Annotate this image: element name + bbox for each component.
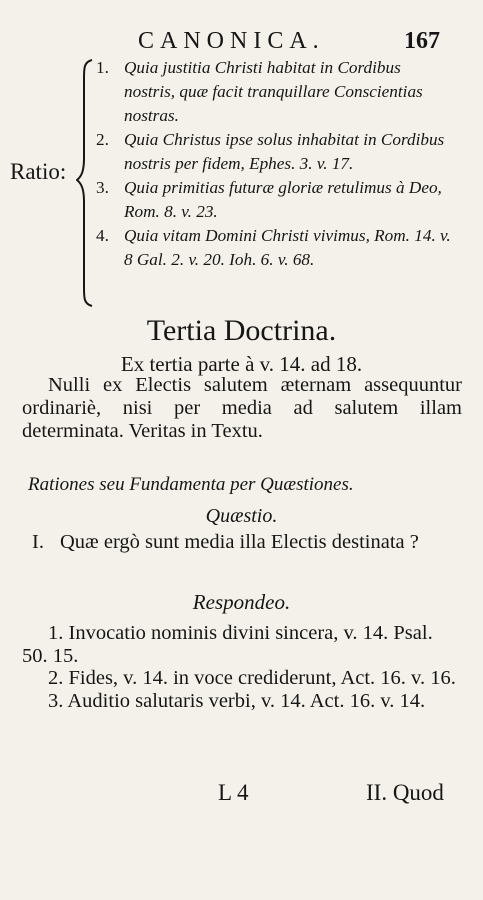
answers-list [22,622,460,712]
answer-item: 2. Fides, v. 14. in voce crediderunt, Act. 16. v. 16. [48,667,456,689]
question-number: I. [32,531,44,553]
reason-number: 4. [96,226,109,245]
section-subtitle: Ex tertia parte à v. 14. ad 18. [120,352,363,376]
answer-item: 1. Invocatio nominis divini sincera, v. 14. Psal. 50. 15. [22,622,433,667]
ratio-label: Ratio: [10,159,67,184]
section-title: Tertia Doctrina. [146,314,337,347]
question-text: Quæ ergò sunt media illa Electis destinata ? [60,531,419,553]
reason-text: Quia justitia Christi habitat in Cordibus nostris, quæ facit tranquillare Conscientias nostras. [124,58,423,125]
reason-number: 2. [96,130,109,149]
quaestio-heading: Quæstio. [205,505,278,527]
reason-number: 1. [96,58,109,77]
reason-item [96,224,456,272]
reason-number: 3. [96,178,109,197]
reason-item [96,56,456,128]
curly-brace-icon [76,58,96,308]
reason-text: Quia primitias futuræ gloriæ retulimus à Deo, Rom. 8. v. 23. [124,178,442,221]
answer-item: 3. Auditio salutaris verbi, v. 14. Act. 16. v. 14. [48,689,426,712]
reasons-list [96,56,456,272]
page-number: 167 [404,28,440,54]
reason-item [96,128,456,176]
reason-text: Quia vitam Domini Christi vivimus, Rom. 14. v. 8 Gal. 2. v. 20. Ioh. 6. v. 68. [124,226,451,269]
running-title: CANONICA. [138,28,325,54]
signature-mark: L 4 [218,780,249,805]
doctrine-paragraph: Nulli ex Electis salutem æternam assequuntur ordinariè, nisi per media ad salutem illam determinata. Veritas in Textu. [22,374,462,442]
reason-text: Quia Christus ipse solus inhabitat in Cordibus nostris per fidem, Ephes. 3. v. 17. [124,130,445,173]
respondeo-heading: Respondeo. [192,590,291,614]
catchword: II. Quod [366,780,444,805]
rationes-heading: Rationes seu Fundamenta per Quæstiones. [28,474,354,495]
question-item [32,530,452,554]
reason-item [96,176,456,224]
